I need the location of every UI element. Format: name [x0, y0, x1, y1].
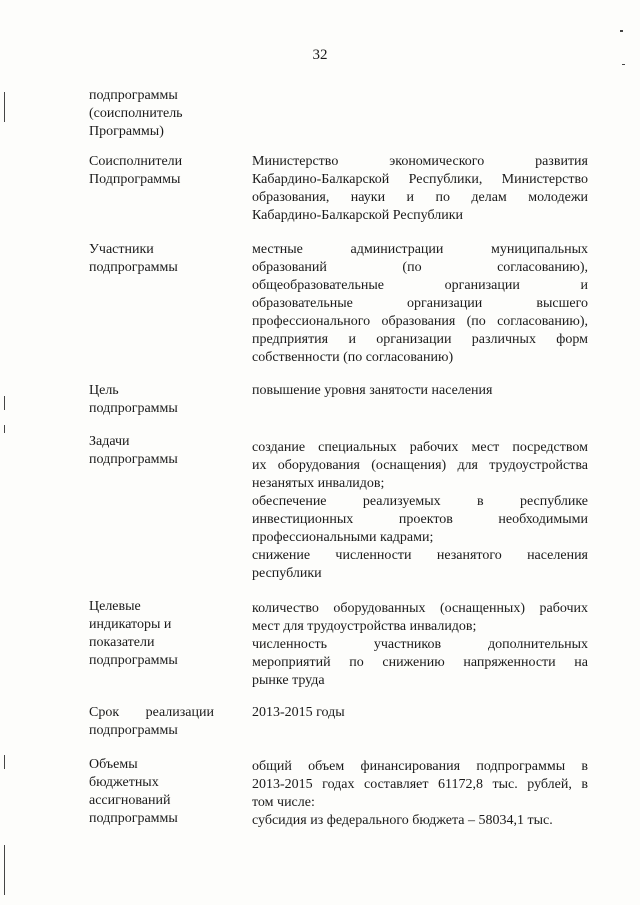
content-line: их оборудования (оснащения) для трудоустройства — [252, 458, 588, 473]
label-line: Объемы — [89, 757, 138, 772]
row-label — [89, 704, 224, 740]
scan-artifact — [4, 425, 5, 433]
label-line: ассигнований — [89, 793, 171, 808]
content-line: профессионального образования (по согласованию), — [252, 314, 588, 329]
label-line: Участники — [89, 242, 154, 257]
label-line: Целевые — [89, 599, 141, 614]
label-line: (соисполнитель — [89, 106, 183, 121]
content-line: собственности (по согласованию) — [252, 350, 454, 365]
content-line: рынке труда — [252, 673, 325, 688]
content-line: мест для трудоустройства инвалидов; — [252, 619, 477, 634]
label-line: индикаторы и — [89, 617, 172, 632]
content-line: том числе: — [252, 795, 315, 810]
row-content — [252, 153, 588, 225]
content-line: повышение уровня занятости населения — [252, 383, 493, 398]
row-label — [89, 382, 224, 418]
content-line: мероприятий по снижению напряженности на — [252, 655, 588, 670]
content-line: образований (по согласованию), — [252, 260, 588, 275]
label-line: подпрограммы — [89, 401, 178, 416]
row-label — [89, 433, 224, 469]
row-content — [252, 382, 588, 400]
scan-artifact — [4, 845, 5, 895]
row-content — [252, 241, 588, 367]
content-line: Министерство экономического развития — [252, 154, 588, 169]
content-line: профессиональными кадрами; — [252, 530, 434, 545]
scan-artifact — [620, 30, 623, 32]
content-line: снижение численности незанятого населения — [252, 548, 588, 563]
content-line: Кабардино-Балкарской Республики — [252, 208, 463, 223]
label-line: подпрограммы — [89, 723, 178, 738]
scan-artifact — [622, 64, 625, 65]
label-line: Задачи — [89, 434, 130, 449]
label-line: Подпрограммы — [89, 172, 181, 187]
label-line: подпрограммы — [89, 260, 178, 275]
label-line: Программы) — [89, 124, 164, 139]
content-line: 2013-2015 годах составляет 61172,8 тыс. рублей, в — [252, 777, 588, 792]
content-line: 2013-2015 годы — [252, 705, 345, 720]
label-line: Цель — [89, 383, 119, 398]
scan-artifact — [4, 755, 5, 769]
content-line: обеспечение реализуемых в республике — [252, 494, 588, 509]
scan-artifact — [4, 92, 5, 122]
page-number: 32 — [312, 47, 328, 63]
content-line: предприятия и организации различных форм — [252, 332, 588, 347]
row-label — [89, 241, 224, 277]
label-line: подпрограммы — [89, 653, 178, 668]
label-line: Соисполнители — [89, 154, 183, 169]
row-content — [252, 758, 588, 830]
label-line: показатели — [89, 635, 155, 650]
content-line: субсидия из федерального бюджета – 58034,1 тыс. — [252, 813, 553, 828]
scan-artifact — [4, 396, 5, 410]
content-line: местные администрации муниципальных — [252, 242, 588, 257]
label-line: бюджетных — [89, 775, 159, 790]
row-label — [89, 598, 224, 670]
content-line: образования, науки и по делам молодежи — [252, 190, 588, 205]
row-content — [252, 704, 588, 722]
row-label — [89, 756, 224, 828]
content-line: Кабардино-Балкарской Республики, Министерство — [252, 172, 588, 187]
row-content — [252, 439, 588, 583]
content-line: общий объем финансирования подпрограммы в — [252, 759, 588, 774]
content-line: количество оборудованных (оснащенных) рабочих — [252, 601, 588, 616]
label-line: подпрограммы — [89, 452, 178, 467]
row-label — [89, 153, 224, 189]
content-line: численность участников дополнительных — [252, 637, 588, 652]
content-line: создание специальных рабочих мест посредством — [252, 440, 588, 455]
label-line: подпрограммы — [89, 88, 178, 103]
label-line: подпрограммы — [89, 811, 178, 826]
content-line: общеобразовательные организации и — [252, 278, 588, 293]
content-line: образовательные организации высшего — [252, 296, 588, 311]
row-label — [89, 87, 224, 141]
row-content — [252, 600, 588, 690]
content-line: инвестиционных проектов необходимыми — [252, 512, 588, 527]
content-line: незанятых инвалидов; — [252, 476, 385, 491]
label-line: Срок реализации — [89, 705, 214, 720]
content-line: республики — [252, 566, 322, 581]
